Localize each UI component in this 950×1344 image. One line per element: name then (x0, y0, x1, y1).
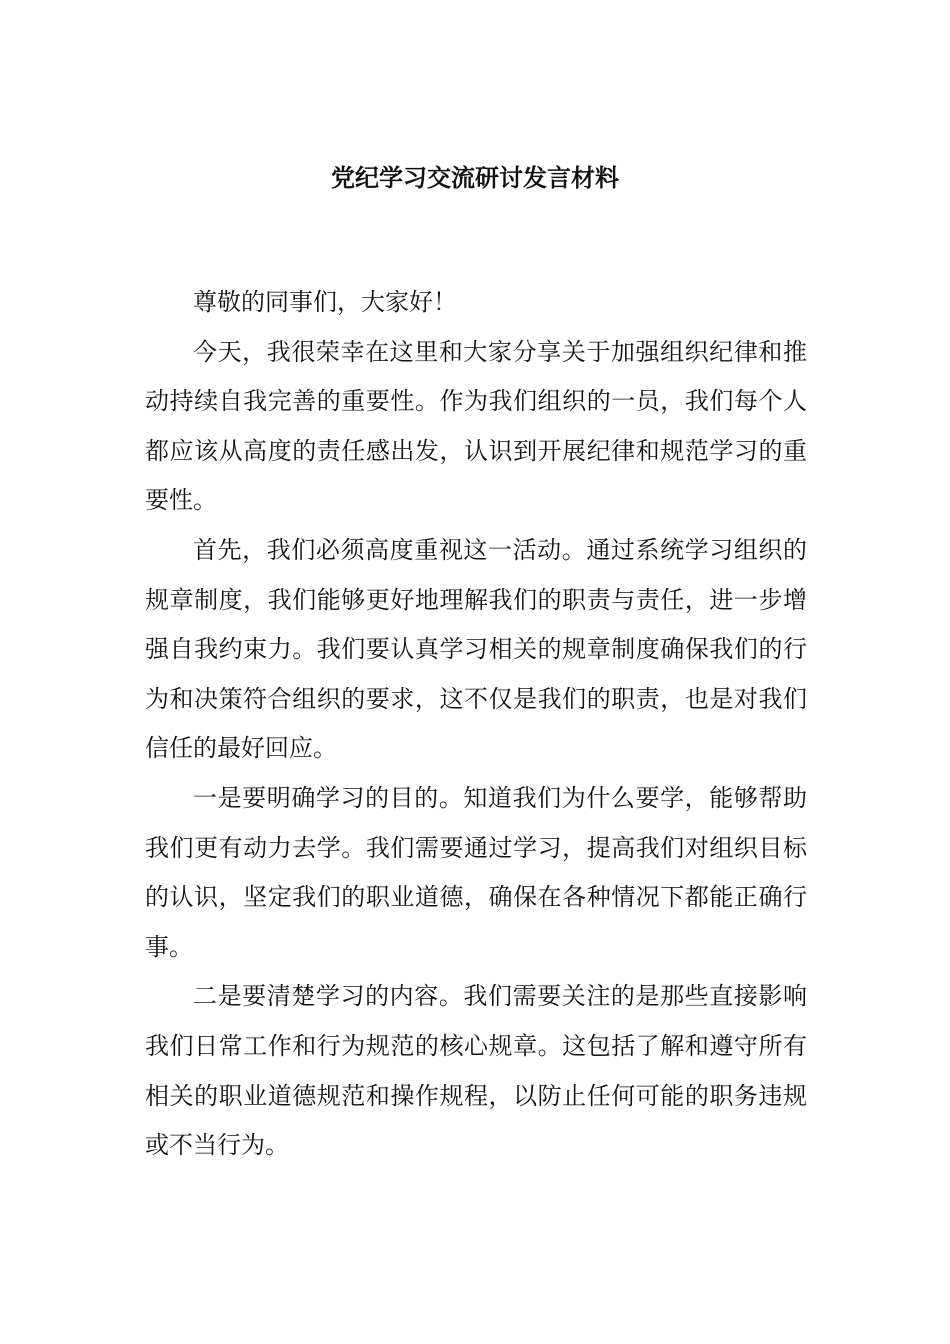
document-title: 党纪学习交流研讨发言材料 (331, 164, 619, 192)
paragraph-content: 二是要清楚学习的内容。我们需要关注的是那些直接影响我们日常工作和行为规范的核心规章。这包括了解和遵守所有相关的职业道德规范和操作规程，以防止任何可能的职务违规或不当行为。 (145, 982, 807, 1160)
paragraph-intro: 今天，我很荣幸在这里和大家分享关于加强组织纪律和推动持续自我完善的重要性。作为我们组织的一员，我们每个人都应该从高度的责任感出发，认识到开展纪律和规范学习的重要性。 (145, 337, 807, 515)
document-body (145, 278, 807, 1171)
paragraph-greeting: 尊敬的同事们，大家好！ (193, 288, 457, 316)
paragraph-purpose: 一是要明确学习的目的。知道我们为什么要学，能够帮助我们更有动力去学。我们需要通过学习，提高我们对组织目标的认识，坚定我们的职业道德，确保在各种情况下都能正确行事。 (145, 783, 807, 961)
paragraph-first-point: 首先，我们必须高度重视这一活动。通过系统学习组织的规章制度，我们能够更好地理解我们的职责与责任，进一步增强自我约束力。我们要认真学习相关的规章制度确保我们的行为和决策符合组织的要求，这不仅是我们的职责，也是对我们信任的最好回应。 (145, 535, 807, 763)
